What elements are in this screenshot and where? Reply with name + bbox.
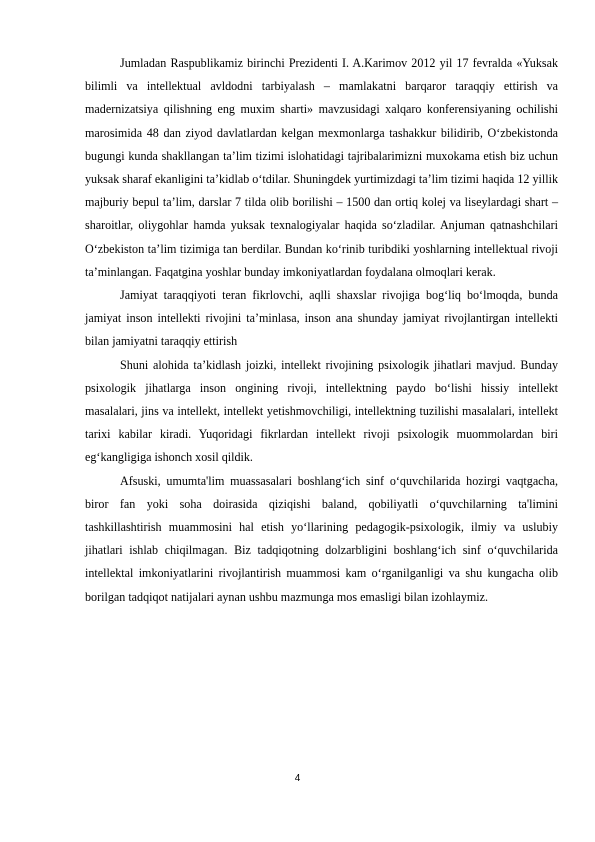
document-body bbox=[85, 52, 558, 609]
paragraph-psychological-aspects: Shuni alohida ta’kidlash joizki, intellekt rivojining psixologik jihatlari mavjud. Bunday psixologik jihatlarga inson ongining rivoji, intellektning paydo bo‘lishi hissiy intellekt masalalari, jins va intellekt, intellekt yetishmovchiligi, intellektning tuzilishi masalalari, intellekt tarixi kabilar kiradi. Yuqoridagi fikrlardan intellekt rivoji psixologik muommolardan biri eg‘kangligiga ishonch xosil qildik. bbox=[85, 357, 558, 465]
paragraph-presidential-conference: Jumladan Raspublikamiz birinchi Prezidenti I. A.Karimov 2012 yil 17 fevralda «Yuksak bilimli va intellektual avldodni tarbiyalash – mamlakatni barqaror taraqqiy ettirish va madernizatsiya qilishning eng muxim sharti» mavzusidagi xalqaro konferensiyaning ochilishi marosimida 48 dan ziyod davlatlardan kelgan mexmonlarga tashakkur bilidirib, O‘zbekistonda bugungi kunda shakllangan ta’lim tizimi islohatidagi tajribalarimizni muxokama etish biz uchun yuksak sharaf ekanligini ta’kidlab o‘tdilar. Shuningdek yurtimizdagi ta’lim tizimi haqida 12 yillik majburiy bepul ta’lim, darslar 7 tilda olib borilishi – 1500 dan ortiq kolej va liseylardagi shart – sharoitlar, oliygohlar hamda yuksak texnalogiyalar haqida so‘zladilar. Anjuman qatnashchilari O‘zbekiston ta’lim tizimiga tan berdilar. Bundan ko‘rinib turibdiki yoshlarning intellektual rivoji ta’minlangan. Faqatgina yoshlar bunday imkoniyatlardan foydalana olmoqlari kerak. bbox=[85, 56, 558, 279]
page-number: 4 bbox=[294, 773, 301, 784]
paragraph-research-relevance: Afsuski, umumta'lim muassasalari boshlang‘ich sinf o‘quvchilarida hozirgi vaqtgacha, biror fan yoki soha doirasida qiziqishi baland, qobiliyatli o‘quvchilarning ta'limini tashkillashtirish muammosini hal etish yo‘llarining pedagogik-psixologik, ilmiy va uslubiy jihatlari ishlab chiqilmagan. Biz tadqiqotning dolzarbligini boshlang‘ich sinf o‘quvchilarida intellektal imkoniyatlarini rivojlantirish muammosi kam o‘rganilganligi va shu kungacha olib borilgan tadqiqot natijalari aynan ushbu mazmunga mos emasligi bilan izohlaymiz. bbox=[85, 473, 558, 604]
paragraph-society-development: Jamiyat taraqqiyoti teran fikrlovchi, aqlli shaxslar rivojiga bog‘liq bo‘lmoqda, bunda jamiyat inson intellekti rivojini ta’minlasa, inson ana shunday jamiyat rivojlantirgan intellekti bilan jamiyatni taraqqiy ettirish bbox=[85, 288, 558, 349]
